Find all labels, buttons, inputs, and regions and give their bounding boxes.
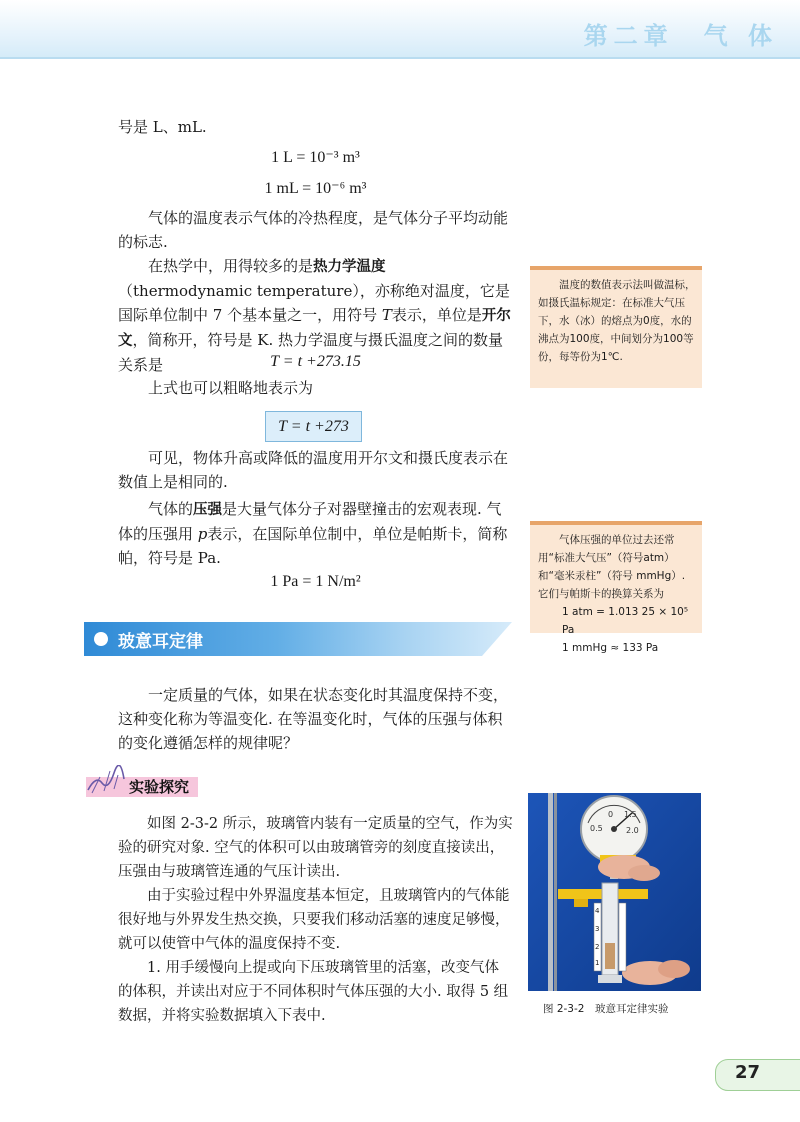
keyword-kelvin: 开尔文	[118, 308, 511, 349]
experiment-sketch-icon	[86, 765, 126, 795]
scale-label-2: 2	[595, 943, 600, 951]
scale-label-4: 4	[595, 907, 600, 915]
gauge-tick-0: 0	[608, 810, 614, 819]
paragraph-temperature: 气体的温度表示气体的冷热程度，是气体分子平均动能的标志.	[118, 209, 509, 251]
sidenote-pressure-units: 气体压强的单位过去还常用“标准大气压”（符号atm）和“毫米汞柱”（符号 mmHg）. 它们与帕斯卡的换算关系为 1 atm = 1.013 25 × 10⁵ Pa 1 mmHg ≈ 133 Pa	[530, 521, 702, 633]
section-title: 玻意耳定律	[118, 632, 203, 652]
paragraph-experiment-setup: 如图 2-3-2 所示，玻璃管内装有一定质量的空气，作为实验的研究对象. 空气的体积可以由玻璃管旁的刻度直接读出，压强由与玻璃管连通的气压计读出.	[118, 816, 513, 880]
equation-milliliter: 1 mL = 10⁻⁶ m³	[264, 180, 367, 197]
gauge-tick-2-0: 2.0	[626, 826, 639, 835]
equation-kelvin-approx-box: T = t +273	[265, 411, 362, 442]
equation-kelvin-exact: T = t +273.15	[270, 353, 361, 370]
paragraph-experiment-step: 1. 用手缓慢向上提或向下压玻璃管里的活塞，改变气体的体积，并读出对应于不同体积时气体压强的大小. 取得 5 组数据，并将实验数据填入下表中.	[118, 960, 509, 1024]
page-number: 27	[735, 1062, 761, 1083]
paragraph-same-interval: 可见，物体升高或降低的温度用开尔文和摄氏度表示在数值上是相同的.	[118, 449, 509, 491]
figure-boyle-apparatus	[528, 793, 701, 991]
sidenote-temperature-scale: 温度的数值表示法叫做温标，如摄氏温标规定：在标准大气压下，水（冰）的熔点为0度，水的沸点为100度，中间划分为100等份，每等份为1℃.	[530, 266, 702, 388]
equation-liter: 1 L = 10⁻³ m³	[271, 149, 360, 166]
paragraph-rough: 上式也可以粗略地表示为	[148, 379, 314, 397]
paragraph-experiment-condition: 由于实验过程中外界温度基本恒定，且玻璃管内的气体能很好地与外界发生热交换，只要我们移动活塞的速度足够慢，就可以使管中气体的温度保持不变.	[118, 888, 510, 952]
experiment-title: 实验探究	[129, 778, 190, 796]
equation-pascal: 1 Pa = 1 N/m²	[270, 573, 361, 590]
gauge-tick-0-5: 0.5	[590, 824, 603, 833]
keyword-pressure: 压强	[193, 502, 223, 518]
figure-caption: 图 2-3-2 玻意耳定律实验	[543, 1003, 669, 1015]
bullet-circle-icon	[94, 632, 108, 646]
paragraph-units-tail: 号是 L、mL.	[118, 118, 207, 136]
paragraph-pressure: 气体的压强是大量气体分子对器壁撞击的宏观表现. 气体的压强用 p表示，在国际单位制中，单位是帕斯卡，简称帕，符号是 Pa.	[118, 500, 508, 567]
scale-label-1: 1	[595, 959, 600, 967]
keyword-thermodynamic-temperature: 热力学温度	[313, 259, 386, 275]
chapter-title: 第二章 气 体	[583, 22, 778, 50]
gauge-tick-1-5: 1.5	[624, 810, 637, 819]
paragraph-thermodynamic: 在热学中，用得较多的是热力学温度（thermodynamic temperature），亦称绝对温度，它是国际单位制中 7 个基本量之一，用符号 T表示，单位是开尔文，简称开，符号是 K. 热力学温度与摄氏温度之间的数量关系是	[118, 257, 511, 374]
header-divider	[0, 57, 800, 59]
scale-label-3: 3	[595, 925, 600, 933]
paragraph-boyle-intro: 一定质量的气体，如果在状态变化时其温度保持不变，这种变化称为等温变化. 在等温变化时，气体的压强与体积的变化遵循怎样的规律呢？	[118, 686, 509, 752]
